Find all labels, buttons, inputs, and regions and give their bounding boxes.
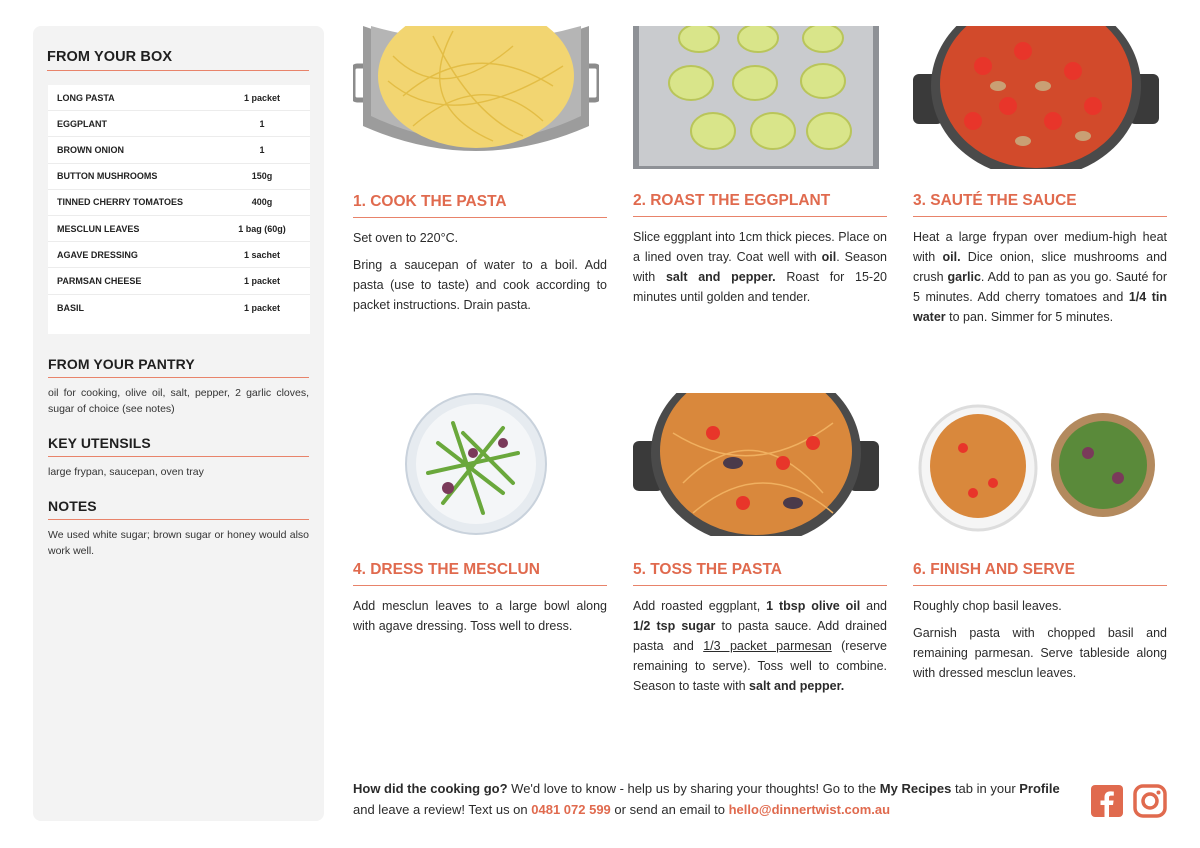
step-3-title: 3. SAUTÉ THE SAUCE bbox=[913, 192, 1167, 217]
step-4-title: 4. DRESS THE MESCLUN bbox=[353, 561, 607, 586]
phone-link[interactable]: 0481 072 599 bbox=[531, 802, 611, 817]
step-6 bbox=[913, 561, 1167, 683]
ingredient-qty: 1 bag (60g) bbox=[238, 223, 286, 234]
utensils-title: KEY UTENSILS bbox=[48, 435, 309, 457]
notes-section bbox=[48, 498, 309, 559]
sauce-pan-image bbox=[913, 26, 1159, 169]
from-your-box-title: FROM YOUR BOX bbox=[47, 49, 309, 71]
ingredient-row bbox=[48, 190, 310, 216]
step-1-text: Set oven to 220°C. bbox=[353, 231, 459, 245]
step-3-text: Heat a large frypan over medium-high heat with oil. Dice onion, slice mushrooms and crush garlic. Add to pan as you go. Sauté for 5 minutes. Add cherry tomatoes and 1/4 tin water to pan. Simmer for 5 minutes. bbox=[913, 230, 1167, 324]
pantry-text: oil for cooking, olive oil, salt, pepper, 2 garlic cloves, sugar of choice (see notes) bbox=[48, 386, 309, 415]
ingredients-sidebar bbox=[33, 26, 324, 821]
mesclun-bowl-image bbox=[353, 393, 599, 536]
utensils-section bbox=[48, 435, 309, 480]
ingredient-qty: 1 packet bbox=[243, 302, 281, 313]
step-3 bbox=[913, 192, 1167, 327]
toss-pasta-image bbox=[633, 393, 879, 536]
ingredient-name: BASIL bbox=[57, 302, 84, 313]
ingredient-qty: 150g bbox=[251, 171, 273, 182]
ingredient-row bbox=[48, 111, 310, 137]
ingredient-qty: 1 bbox=[259, 118, 265, 129]
step-5-text: Add roasted eggplant, 1 tbsp olive oil and 1/2 tsp sugar to pasta sauce. Add drained pasta and 1/3 packet parmesan (reserve remaining to serve). Toss well to combine. Season to taste with salt and pepper. bbox=[633, 599, 887, 693]
instagram-icon[interactable] bbox=[1133, 784, 1167, 818]
ingredient-name: MESCLUN LEAVES bbox=[57, 223, 140, 234]
ingredient-name: TINNED CHERRY TOMATOES bbox=[57, 197, 184, 208]
ingredient-row bbox=[48, 216, 310, 242]
facebook-icon[interactable] bbox=[1090, 784, 1124, 818]
ingredient-qty: 1 packet bbox=[243, 92, 281, 103]
ingredient-name: AGAVE DRESSING bbox=[57, 249, 138, 260]
step-6-text: Garnish pasta with chopped basil and remaining parmesan. Serve tableside along with dressed mesclun leaves. bbox=[913, 626, 1167, 680]
step-4-text: Add mesclun leaves to a large bowl along with agave dressing. Toss well to dress. bbox=[353, 599, 607, 633]
ingredient-qty: 400g bbox=[251, 197, 273, 208]
ingredient-qty: 1 sachet bbox=[243, 249, 281, 260]
pasta-pot-image bbox=[353, 26, 599, 169]
ingredient-qty: 1 packet bbox=[243, 275, 281, 286]
step-6-text: Roughly chop basil leaves. bbox=[913, 599, 1062, 613]
ingredient-row bbox=[48, 164, 310, 190]
step-2-text: Slice eggplant into 1cm thick pieces. Place on a lined oven tray. Coat well with oil. Season with salt and pepper. Roast for 15-20 minutes until golden and tender. bbox=[633, 230, 888, 304]
step-1 bbox=[353, 193, 607, 315]
step-1-text: Bring a saucepan of water to a boil. Add pasta (use to taste) and cook according to packet instructions. Drain pasta. bbox=[353, 258, 607, 312]
ingredient-name: EGGPLANT bbox=[57, 118, 108, 129]
notes-text: We used white sugar; brown sugar or honey would also work well. bbox=[48, 528, 309, 557]
finished-dish-image bbox=[913, 393, 1159, 536]
utensils-text: large frypan, saucepan, oven tray bbox=[48, 465, 204, 478]
ingredients-table bbox=[48, 85, 310, 334]
step-2 bbox=[633, 192, 887, 307]
step-2-title: 2. ROAST THE EGGPLANT bbox=[633, 192, 887, 217]
ingredient-row bbox=[48, 85, 310, 111]
ingredient-name: BROWN ONION bbox=[57, 144, 124, 155]
feedback-footer: How did the cooking go? We'd love to know - help us by sharing your thoughts! Go to the My Recipes tab in your Profile and leave a review! Text us on 0481 072 599 or send an email to hello@dinnertwist.com.au bbox=[353, 781, 1060, 817]
ingredient-name: PARMSAN CHEESE bbox=[57, 275, 142, 286]
ingredient-row bbox=[48, 242, 310, 268]
step-4 bbox=[353, 561, 607, 636]
ingredient-row bbox=[48, 295, 310, 321]
ingredient-name: BUTTON MUSHROOMS bbox=[57, 171, 158, 182]
ingredient-row bbox=[48, 137, 310, 163]
pantry-title: FROM YOUR PANTRY bbox=[48, 356, 309, 378]
step-1-title: 1. COOK THE PASTA bbox=[353, 193, 607, 218]
eggplant-tray-image bbox=[633, 26, 879, 169]
ingredient-name: LONG PASTA bbox=[57, 92, 115, 103]
step-5 bbox=[633, 561, 887, 696]
ingredient-qty: 1 bbox=[259, 144, 265, 155]
ingredient-row bbox=[48, 268, 310, 294]
notes-title: NOTES bbox=[48, 498, 309, 520]
step-5-title: 5. TOSS THE PASTA bbox=[633, 561, 887, 586]
step-6-title: 6. FINISH AND SERVE bbox=[913, 561, 1167, 586]
email-link[interactable]: hello@dinnertwist.com.au bbox=[728, 802, 891, 817]
pantry-section bbox=[48, 356, 309, 417]
